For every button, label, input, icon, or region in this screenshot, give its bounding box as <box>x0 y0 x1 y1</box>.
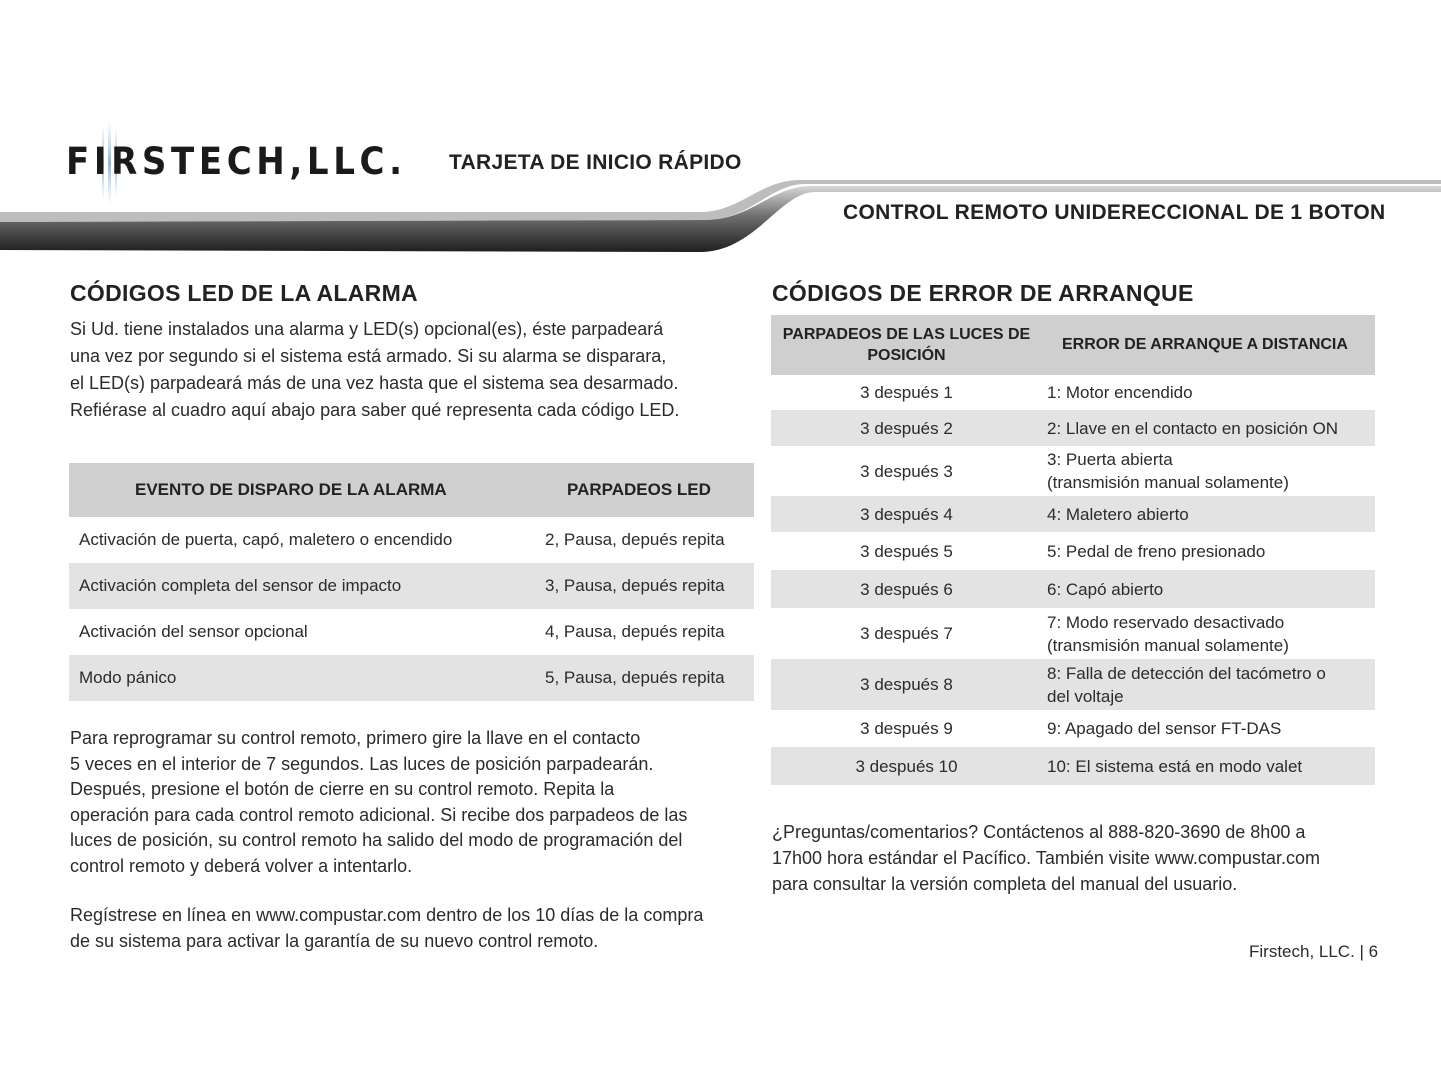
table-row <box>771 410 1375 446</box>
alarm-led-table <box>69 463 754 701</box>
error-cell: 4: Maletero abierto <box>1047 504 1189 524</box>
error-cell: 2: Llave en el contacto en posición ON <box>1047 418 1339 438</box>
blinks-cell: 3, Pausa, depués repita <box>545 576 725 595</box>
alarm-intro-paragraph <box>70 316 760 424</box>
text-line: de su sistema para activar la garantía de su nuevo control remoto. <box>70 931 599 951</box>
table-row <box>69 655 754 701</box>
table-row <box>771 659 1375 710</box>
card-type-label: TARJETA DE INICIO RÁPIDO <box>449 151 742 174</box>
flash-cell: 3 después 5 <box>860 541 953 561</box>
error-cell: 3: Puerta abierta (transmisión manual solamente) <box>1047 450 1289 492</box>
flash-cell: 3 después 4 <box>860 504 953 524</box>
table-header-row <box>69 463 754 517</box>
blinks-cell: 2, Pausa, depués repita <box>545 530 725 549</box>
flash-cell: 3 después 2 <box>860 418 953 438</box>
table-row <box>69 609 754 655</box>
blinks-cell: 5, Pausa, depués repita <box>545 668 725 687</box>
error-cell: 10: El sistema está en modo valet <box>1047 756 1303 776</box>
alarm-led-codes-heading: CÓDIGOS LED DE LA ALARMA <box>70 280 418 306</box>
flash-cell: 3 después 10 <box>855 756 958 776</box>
table-row <box>771 532 1375 570</box>
text-line: Refiérase al cuadro aquí abajo para saber qué representa cada código LED. <box>70 400 680 420</box>
event-cell: Activación de puerta, capó, maletero o encendido <box>79 530 453 549</box>
text-line: Después, presione el botón de cierre en su control remoto. Repita la <box>70 779 615 799</box>
logo-wordmark: FIRSTECH,LLC. <box>66 140 407 183</box>
start-error-codes-heading: CÓDIGOS DE ERROR DE ARRANQUE <box>772 280 1194 306</box>
flash-cell: 3 después 6 <box>860 579 953 599</box>
blinks-cell: 4, Pausa, depués repita <box>545 622 725 641</box>
text-line: Regístrese en línea en www.compustar.com dentro de los 10 días de la compra <box>70 905 704 925</box>
text-line: Si Ud. tiene instalados una alarma y LED(s) opcional(es), éste parpadeará <box>70 319 664 339</box>
text-line: para consultar la versión completa del manual del usuario. <box>772 874 1238 894</box>
flash-cell: 3 después 1 <box>860 383 953 402</box>
error-cell: 9: Apagado del sensor FT-DAS <box>1047 719 1282 738</box>
warranty-registration-note <box>70 902 760 954</box>
text-line: 17h00 hora estándar el Pacífico. También visite www.compustar.com <box>772 848 1320 868</box>
flash-cell: 3 después 9 <box>860 719 953 738</box>
start-error-table <box>771 315 1375 785</box>
text-line: ¿Preguntas/comentarios? Contáctenos al 888-820-3690 de 8h00 a <box>772 822 1306 842</box>
text-line: el LED(s) parpadeará más de una vez hasta que el sistema sea desarmado. <box>70 373 679 393</box>
page-footer: Firstech, LLC. | 6 <box>1249 942 1379 961</box>
event-cell: Modo pánico <box>79 668 177 687</box>
table-row <box>69 563 754 609</box>
error-cell: 8: Falla de detección del tacómetro o del voltaje <box>1047 663 1326 706</box>
column-header-blinks: PARPADEOS LED <box>567 480 711 499</box>
table-row <box>771 446 1375 496</box>
product-title: CONTROL REMOTO UNIDERECCIONAL DE 1 BOTON <box>843 201 1386 224</box>
flash-cell: 3 después 7 <box>860 624 953 643</box>
table-header-row <box>771 315 1375 375</box>
error-cell: 5: Pedal de freno presionado <box>1047 541 1266 561</box>
text-line: control remoto y deberá volver a intentarlo. <box>70 855 413 876</box>
reprogram-instructions <box>70 726 760 879</box>
error-cell: 1: Motor encendido <box>1047 383 1193 402</box>
flash-cell: 3 después 3 <box>860 461 953 481</box>
event-cell: Activación completa del sensor de impacto <box>79 576 402 595</box>
text-line: 5 veces en el interior de 7 segundos. Las luces de posición parpadearán. <box>70 753 654 774</box>
column-header-event: EVENTO DE DISPARO DE LA ALARMA <box>135 480 447 499</box>
flash-cell: 3 después 8 <box>860 675 953 694</box>
error-cell: 7: Modo reservado desactivado (transmisión manual solamente) <box>1047 612 1289 655</box>
text-line: una vez por segundo si el sistema está armado. Si su alarma se disparara, <box>70 346 667 366</box>
event-cell: Activación del sensor opcional <box>79 622 308 641</box>
table-row <box>771 747 1375 785</box>
table-row <box>771 710 1375 747</box>
column-header-flashes: PARPADEOS DE LAS LUCES DE POSICIÓN <box>782 326 1031 364</box>
text-line: Para reprogramar su control remoto, primero gire la llave en el contacto <box>70 728 641 748</box>
text-line: operación para cada control remoto adicional. Si recibe dos parpadeos de las <box>70 804 688 825</box>
table-row <box>771 496 1375 532</box>
table-row <box>771 608 1375 659</box>
text-line: luces de posición, su control remoto ha salido del modo de programación del <box>70 830 683 850</box>
table-row <box>771 570 1375 608</box>
contact-info <box>772 819 1392 897</box>
table-row <box>771 375 1375 410</box>
table-row <box>69 517 754 563</box>
error-cell: 6: Capó abierto <box>1047 579 1164 599</box>
column-header-error: ERROR DE ARRANQUE A DISTANCIA <box>1062 336 1348 353</box>
